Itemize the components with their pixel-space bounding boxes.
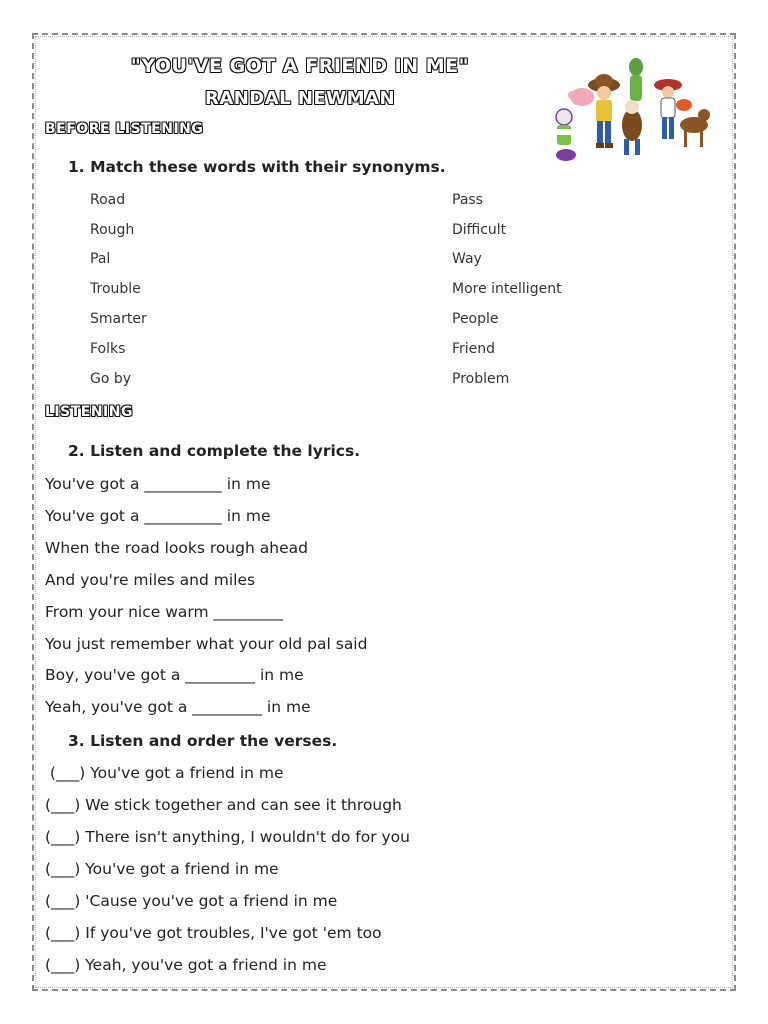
verse-order-line: (___) There isn't anything, I wouldn't do for you	[45, 828, 410, 846]
lyric-line: And you're miles and miles	[45, 571, 256, 589]
match-word-right: Way	[452, 251, 482, 267]
song-title: "YOU'VE GOT A FRIEND IN ME"	[130, 55, 470, 77]
lyric-line: When the road looks rough ahead	[45, 539, 308, 557]
lyric-line: Yeah, you've got a _________ in me	[45, 698, 311, 716]
match-word-left: Folks	[90, 341, 126, 357]
lyric-line: You've got a __________ in me	[45, 475, 271, 493]
match-word-right: More intelligent	[452, 281, 562, 297]
lyric-line: You just remember what your old pal said	[45, 635, 368, 653]
verse-order-line: (___) You've got a friend in me	[45, 764, 284, 782]
verse-order-line: (___) We stick together and can see it through	[45, 796, 402, 814]
match-word-left: Go by	[90, 371, 132, 387]
match-word-right: Problem	[452, 371, 510, 387]
match-word-right: Difficult	[452, 222, 507, 238]
task-2-instruction: 2. Listen and complete the lyrics.	[68, 442, 361, 460]
match-word-right: Friend	[452, 341, 496, 357]
match-word-right: Pass	[452, 192, 483, 208]
task-3-instruction: 3. Listen and order the verses.	[68, 732, 338, 750]
match-word-right: People	[452, 311, 499, 327]
verse-order-line: (___) 'Cause you've got a friend in me	[45, 892, 338, 910]
verse-order-line: (___) If you've got troubles, I've got 'em too	[45, 924, 382, 942]
match-word-left: Road	[90, 192, 126, 208]
lyric-line: Boy, you've got a _________ in me	[45, 666, 304, 684]
verse-order-line: (___) You've got a friend in me	[45, 860, 279, 878]
section-listening: LISTENING	[45, 404, 133, 420]
section-before-listening: BEFORE LISTENING	[45, 121, 204, 137]
lyric-line: From your nice warm _________	[45, 603, 284, 621]
match-word-left: Rough	[90, 222, 135, 238]
artist-name: RANDAL NEWMAN	[204, 88, 396, 109]
match-word-left: Smarter	[90, 311, 147, 327]
verse-order-line: (___) Yeah, you've got a friend in me	[45, 956, 327, 974]
toy-characters-illustration	[544, 55, 714, 163]
task-1-instruction: 1. Match these words with their synonyms.	[68, 158, 446, 176]
match-word-left: Pal	[90, 251, 111, 267]
lyric-line: You've got a __________ in me	[45, 507, 271, 525]
match-word-left: Trouble	[90, 281, 141, 297]
